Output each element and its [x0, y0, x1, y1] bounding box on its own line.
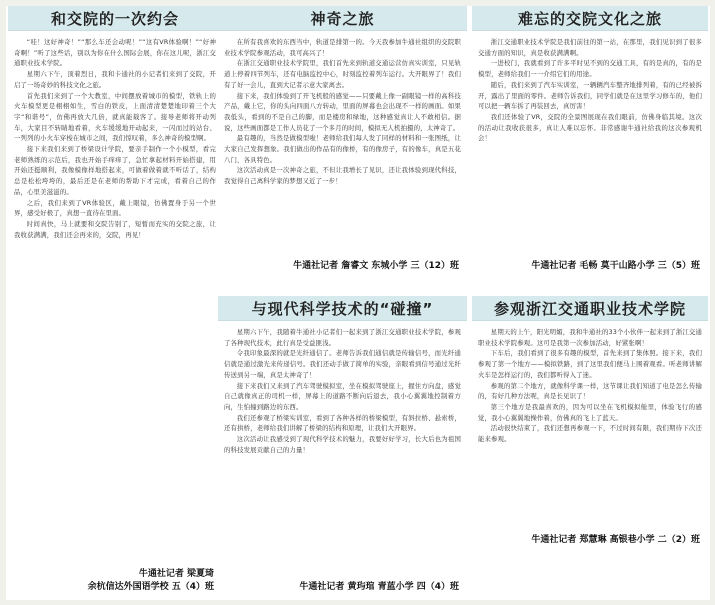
paragraph: 一进校门，我就看到了许多平时见不到的交通工具，有的是真的，有的是模型，老师给我们一一介绍它们的用途。: [478, 59, 702, 79]
article-5-body: [472, 321, 708, 532]
article-1: [8, 6, 222, 600]
article-3: [472, 6, 708, 286]
article-2-header: [218, 6, 467, 31]
article-3-body: [472, 31, 708, 262]
byline-school: 余杭信达外国语学校 五（4）班: [87, 582, 214, 592]
paragraph: 在所有我喜欢的东西当中，轨道是排第一的。今天我参加牛通社组织的交院职业技术学院参观活动，我可高兴了！: [224, 38, 461, 57]
article-5-title: 参观浙江交通职业技术学院: [493, 299, 686, 318]
paragraph: 接下来，我们体验到了开飞机般的感觉——只要戴上像一副眼镜一样的高科技产品，戴上它，你的头向四面八方转动，里面的屏幕也会出现不一样的画面。如果我低头，看到的不是自己的脚，而是楼房和绿地，这种感觉真让人不敢相信。据说，这些画面都是工作人员花了一个多月的时间，模拟无人机拍摄的，太神奇了。: [224, 91, 461, 132]
article-2-title: 神奇之旅: [310, 9, 375, 28]
article-2: [218, 6, 467, 286]
article-3-title: 难忘的交院文化之旅: [517, 9, 662, 28]
article-1-byline: [82, 566, 222, 594]
paragraph: 之后，我们来到了VR体验区，戴上眼镜，仿佛置身于另一个世界，感受好极了，真想一直待在里面。: [14, 198, 216, 218]
article-2-byline: 牛通社记者 詹睿文 东城小学 三（12）班: [293, 261, 459, 271]
paragraph: 令我印象最深的就是光纤通信了。老师告诉我们通信就是传输信号，而光纤通信就是通过激光来传递信号。我们还动手做了简单的实验，亲眼看到信号通过光纤传送到另一端，真是太神奇了！: [224, 349, 461, 379]
paragraph: 接下来我们又来到了汽车驾驶模拟室，坐在模拟驾驶座上，握住方向盘，感觉自己就像真正的司机一样，屏幕上的道路不断向后退去，我小心翼翼地控制着方向，生怕撞到路边的东西。: [224, 381, 461, 411]
article-5-header: [472, 296, 708, 321]
article-1-header: [8, 6, 222, 31]
article-5: [472, 296, 708, 556]
paragraph: 首先我们来到了一个大教室，中间摆放着城市的模型，铁轨上的火车模型更是栩栩如生，雪白的铁皮，上面清清楚楚地印着三个大字“和谐号”，仿佛再放大几倍，就真能载客了。接导老师将开动列车，大家目不转睛地看着，火车缓缓地开动起来，一闪而过的站台、一列列的小火车穿梭在城市之间，我们惊叹着，多么神奇的模型啊。: [14, 91, 216, 143]
paragraph: 接下来我们来到了桥梁设计学院，要亲手制作一个小模型，看完老师熟练的示范后，我也开始手痒痒了，急忙拿起材料开始搭建，用开始还挺顺利，我像模像样地搭起来，可做着做着就不听话了，结构总是松松垮垮的，最后还是在老师的帮助下才完成，看着自己的作品，心里美滋滋的。: [14, 145, 216, 196]
paragraph: 随后，我们来到了汽车实训室，一辆辆汽车整齐地排列着，有的已经被拆开，露出了里面的零件。老师告诉我们，同学们就是在这里学习修车的，他们可以把一辆车拆了再装回去，真厉害！: [478, 80, 702, 111]
paragraph: 第三个地方是我最喜欢的，因为可以坐在飞机模拟舱里，体验飞行的感觉，我小心翼翼地操作着，仿佛真的飞上了蓝天。: [478, 402, 702, 422]
paragraph: 我们还参观了桥梁实训室，看到了各种各样的桥梁模型，有斜拉桥、悬索桥，还有拱桥，老师给我们讲解了桥梁的结构和原理，让我们大开眼界。: [224, 413, 461, 433]
column-middle: [218, 6, 467, 600]
article-4-title: 与现代科学技术的“碰撞”: [251, 299, 434, 318]
article-4-body: [218, 321, 467, 577]
paragraph: 这次活动真是一次神奇之旅，不但让我增长了见识，还让我体验到现代科技，我觉得自己离科学家的梦想又近了一步！: [224, 166, 461, 186]
paragraph: “哇！这好神奇！”“那么车还会动呢！”“这有VR体验啊！”“好神奇啊！”听了这些话，别以为你在什么国际会展，你在这儿呢，浙江交通职业技术学院。: [14, 38, 216, 68]
newspaper-page: [6, 6, 710, 600]
article-3-header: [472, 6, 708, 31]
paragraph: 活动很快结束了，我们还想再参观一下，不过时间有限，我们期待下次还能来参观。: [478, 424, 702, 444]
byline-reporter: 牛通社记者 梁夏琦: [138, 569, 214, 579]
article-5-byline: 牛通社记者 郑慧琳 高银巷小学 二（2）班: [531, 535, 700, 545]
article-4: [218, 296, 467, 600]
paragraph: 浙江交通职业技术学院是我们前往的第一站，在那里，我们见识到了很多交通方面的知识，真是收获满满啊。: [478, 38, 702, 57]
paragraph: 星期天的上午，阳光明媚，我和牛通社的33个小伙伴一起来到了浙江交通职业技术学院参观。这可是我第一次参加活动，好紧张啊！: [478, 328, 702, 347]
paragraph: 最有趣的，当然是做模型啦！老师给我们每人发了同样的材料和一张图纸，让大家自己发挥想象。我们做出的作品有的像桥，有的像房子，有的像车，真是五花八门，各具特色。: [224, 134, 461, 164]
paragraph: 参观的第二个地方，就像科学课一样，这节课让我们知道了电是怎么传输的，有好几种方法呢，真是长见识了！: [478, 381, 702, 401]
column-left: [8, 6, 222, 600]
paragraph: 星期六下午，顶着烈日，我和卡通社的小记者们来到了交院，开启了一场奇妙的科技文化之旅。: [14, 70, 216, 89]
paragraph: 时间真快，马上就要和交院告别了，短暂而充实的交院之旅，让我收获满满，我们还会再来的，交院，再见！: [14, 219, 216, 239]
column-right: [472, 6, 708, 600]
paragraph: 我们还体验了VR，交院的全景图展现在我们眼前，仿佛身临其境。这次的活动让我收获很多，真让人难以忘怀。非常感谢牛通社给我的这次参观机会！: [478, 112, 702, 143]
article-4-header: [218, 296, 467, 321]
article-1-body: [8, 31, 222, 240]
article-3-byline: 牛通社记者 毛畅 莫干山路小学 三（5）班: [531, 261, 700, 271]
paragraph: 在浙江交通职业技术学院里，我们首先来到轨道交通运营仿真实训室，只见轨道上停着四节列车，还有电脑监控中心，时刻监控着列车运行。大开眼界了！我们有了好一会儿，直到大记者示意大家离去。: [224, 59, 461, 89]
paragraph: 下车后，我们看到了很多有趣的模型，首先来到了集体照。接下来，我们参观了第一个地方——模拟铁路，到了这里我们便马上围着观看。听老师讲解火车是怎样运行的，我们都听得入了迷。: [478, 349, 702, 379]
article-4-byline: 牛通社记者 黄玙琯 青蓝小学 四（4）班: [299, 582, 459, 592]
article-1-title: 和交院的一次约会: [50, 9, 179, 28]
article-2-body: [218, 31, 467, 262]
paragraph: 星期六下午，我随着牛通社小记者们一起来到了浙江交通职业技术学院，参观了各种现代技术，此行真是受益匪浅。: [224, 328, 461, 347]
paragraph: 这次活动让我感受到了现代科学技术的魅力，我要好好学习，长大后也为祖国的科技发展贡献自己的力量！: [224, 435, 461, 454]
